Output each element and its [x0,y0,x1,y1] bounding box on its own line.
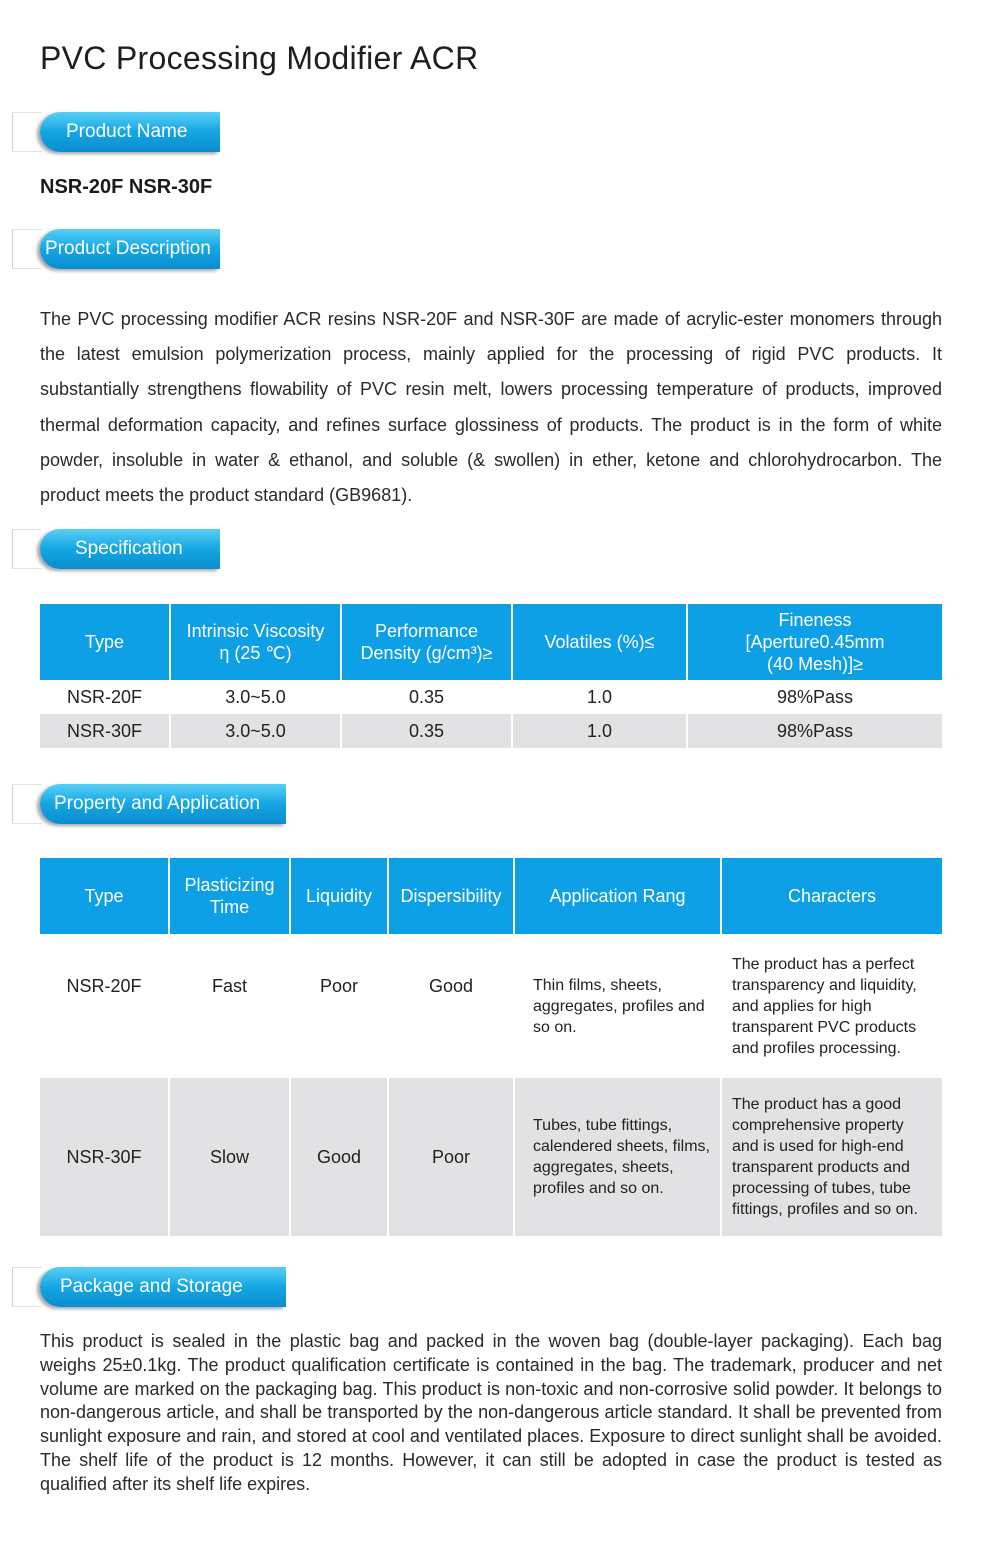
cell-density: 0.35 [341,680,512,714]
header-line: [Aperture0.45mm [745,632,885,652]
header-type: Type [40,858,169,934]
header-line: Performance [374,621,479,641]
table-row [40,714,942,748]
cell-type: NSR-30F [40,1078,169,1236]
cell-viscosity: 3.0~5.0 [170,714,341,748]
package-storage-text: This product is sealed in the plastic bag and packed in the woven bag (double-layer packaging). Each bag weighs 25±0.1kg. The product qualification certificate is contained in the bag. The trademark, producer and net volume are marked on the packaging bag. This product is non-toxic and non-corrosive solid powder. It belongs to non-dangerous article, and shall be transported by the non-dangerous article standard. It shall be prevented from sunlight exposure and rain, and stored at cool and ventilated places. Exposure to direct sunlight shall be avoided. The shelf life of the product is 12 months. However, it can still be adopted in case the product is tested as qualified after its shelf life expires. [40,1331,942,1494]
table-row [40,680,942,714]
section-heading-specification: Specification [40,529,220,569]
header-line: Fineness [778,610,852,630]
cell-viscosity: 3.0~5.0 [170,680,341,714]
cell-characters: The product has a perfect transparency and liquidity, and applies for high transparent PVC products and profiles processing. [732,955,917,1057]
cell-type: NSR-20F [40,680,170,714]
specification-table [40,604,942,748]
header-type: Type [40,604,170,680]
header-characters: Characters [721,858,942,934]
section-bracket [12,229,42,269]
product-description-text: The PVC processing modifier ACR resins NSR-20F and NSR-30F are made of acrylic-ester monomers through the latest emulsion polymerization process, mainly applied for the processing of rigid PVC products. It substantially strengthens flowability of PVC resin melt, lowers processing temperature of products, improved thermal deformation capacity, and refines surface glossiness of products. The product is in the form of white powder, insoluble in water & ethanol, and soluble (& swollen) in ether, ketone and chlorohydrocarbon. The product meets the product standard (GB9681). [40,309,942,506]
header-line: Density (g/cm³)≥ [360,643,493,663]
header-line: Time [209,897,250,917]
table-row [40,1078,942,1236]
product-names: NSR-20F NSR-30F [40,176,213,198]
header-application-range: Application Rang [514,858,721,934]
cell-plasticizing-time: Slow [169,1078,290,1236]
header-performance-density [341,604,512,680]
cell-fineness: 98%Pass [687,714,942,748]
section-bracket [12,112,42,152]
header-fineness [687,604,942,680]
header-intrinsic-viscosity [170,604,341,680]
cell-application: Thin films, sheets, aggregates, profiles and so on. [514,934,721,1078]
header-line: Intrinsic Viscosity [186,621,325,641]
header-dispersibility: Dispersibility [388,858,514,934]
cell-liquidity: Good [290,1078,388,1236]
header-plasticizing-time [169,858,290,934]
table-header-row [40,858,942,934]
cell-liquidity: Poor [290,934,388,1078]
header-liquidity: Liquidity [290,858,388,934]
cell-characters: The product has a good comprehensive property and is used for high-end transparent products and processing of tubes, tube fittings, profiles and so on. [721,1078,942,1236]
section-bracket [12,784,42,824]
header-line: Plasticizing [184,875,275,895]
section-heading-product-description: Product Description [40,229,220,269]
cell-type: NSR-20F [40,934,169,1078]
property-application-table [40,858,942,1236]
section-heading-package-storage: Package and Storage [40,1267,286,1307]
cell-plasticizing-time: Fast [169,934,290,1078]
section-heading-property-application: Property and Application [40,784,286,824]
table-header-row [40,604,942,680]
table-row [40,934,942,1078]
cell-density: 0.35 [341,714,512,748]
cell-fineness: 98%Pass [776,686,854,707]
header-line: (40 Mesh)]≥ [767,654,863,674]
cell-type: NSR-30F [40,714,170,748]
cell-application: Tubes, tube fittings, calendered sheets, films, aggregates, sheets, profiles and so on. [514,1078,721,1236]
cell-volatiles: 1.0 [512,714,687,748]
section-bracket [12,529,42,569]
cell-dispersibility: Good [388,934,514,1078]
cell-volatiles: 1.0 [512,680,687,714]
section-bracket [12,1267,42,1307]
header-volatiles: Volatiles (%)≤ [512,604,687,680]
page-title: PVC Processing Modifier ACR [40,40,479,76]
header-line: η (25 ℃) [219,643,292,663]
section-heading-product-name: Product Name [40,112,220,152]
cell-dispersibility: Poor [388,1078,514,1236]
